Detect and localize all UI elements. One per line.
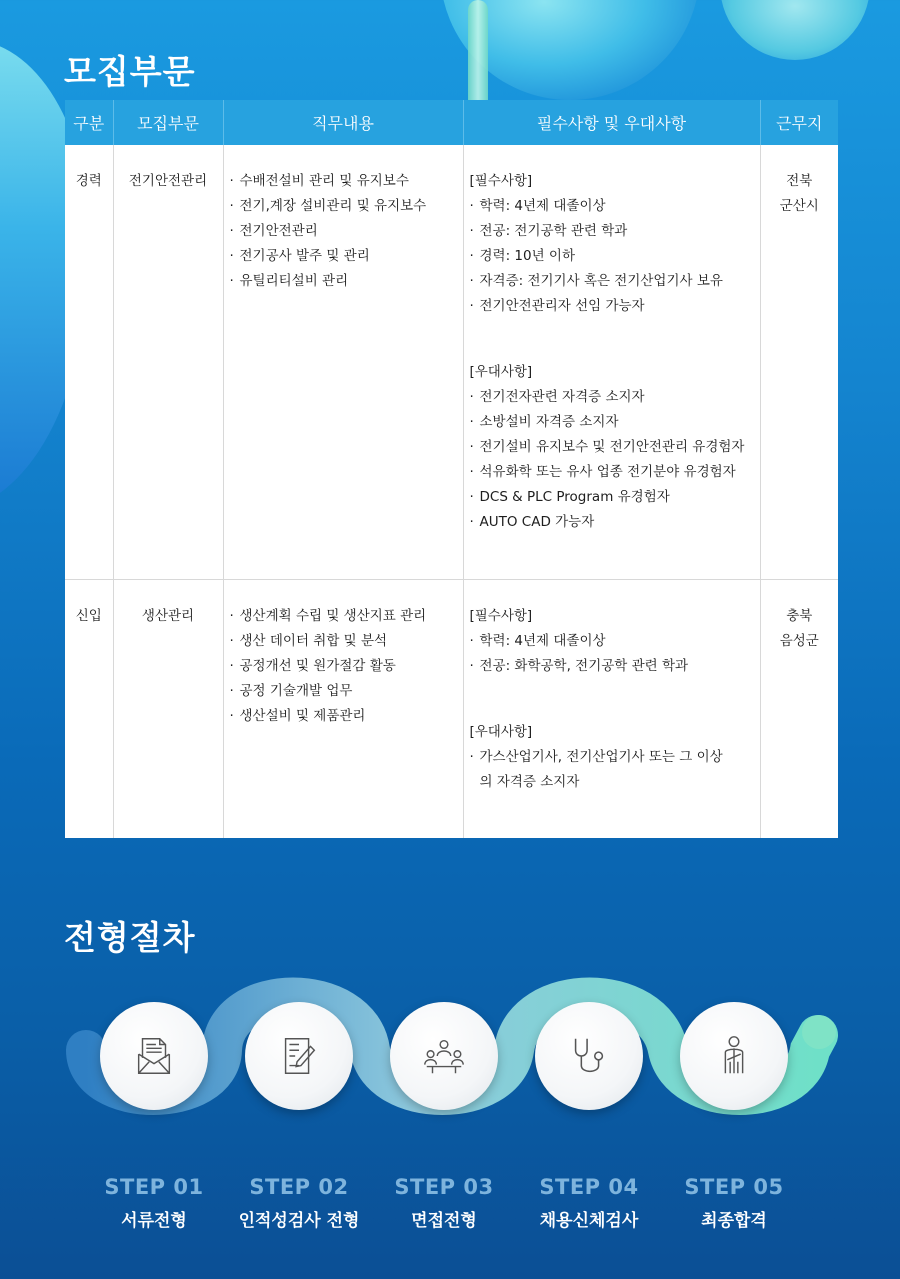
preferred-item: · 전기전자관련 자격증 소지자 [470, 385, 754, 410]
cell-requirements [463, 579, 760, 838]
duty-item: · 공정개선 및 원가절감 활동 [230, 654, 457, 679]
header-category: 구분 [65, 100, 113, 145]
step-4-label: STEP 04 [539, 1175, 639, 1199]
requirement-item: · 전공: 화학공학, 전기공학 관련 학과 [470, 654, 754, 679]
step-2-label: STEP 02 [249, 1175, 349, 1199]
meeting-people-icon [421, 1033, 467, 1079]
table-header-row [65, 100, 838, 145]
table-row [65, 145, 838, 579]
preferred-title: [우대사항] [469, 364, 533, 380]
step-4-name: 채용신체검사 [539, 1211, 639, 1231]
header-department: 모집부문 [113, 100, 223, 145]
duty-item: · 수배전설비 관리 및 유지보수 [230, 169, 457, 194]
preferred-item: · 석유화학 또는 유사 업종 전기분야 유경험자 [470, 460, 754, 485]
requirement-item: · 학력: 4년제 대졸이상 [470, 194, 754, 219]
cell-duties [223, 145, 463, 579]
clipboard-pen-icon [276, 1033, 322, 1079]
table-row [65, 579, 838, 838]
cell-category: 신입 [75, 607, 102, 624]
preferred-item: · DCS & PLC Program 유경험자 [470, 485, 754, 510]
cell-requirements [463, 145, 760, 579]
header-requirements: 필수사항 및 우대사항 [463, 100, 760, 145]
process-end-dot [802, 1015, 836, 1049]
duty-item: · 생산 데이터 취합 및 분석 [230, 629, 457, 654]
step-5-label: STEP 05 [684, 1175, 784, 1199]
required-title: [필수사항] [469, 173, 533, 189]
requirement-item: · 경력: 10년 이하 [470, 244, 754, 269]
cell-location [760, 145, 838, 579]
step-1-circle [100, 1002, 208, 1110]
process-steps [0, 960, 900, 1279]
duty-item: · 공정 기술개발 업무 [230, 679, 457, 704]
header-location: 근무지 [760, 100, 838, 145]
duty-item: · 생산계획 수립 및 생산지표 관리 [230, 604, 457, 629]
step-2-circle [245, 1002, 353, 1110]
person-icon [711, 1033, 757, 1079]
preferred-item: · 전기설비 유지보수 및 전기안전관리 유경험자 [470, 435, 754, 460]
duty-item: · 전기공사 발주 및 관리 [230, 244, 457, 269]
stethoscope-icon [566, 1033, 612, 1079]
cell-department: 전기안전관리 [113, 145, 223, 579]
duty-item: · 생산설비 및 제품관리 [230, 704, 457, 729]
step-5-circle [680, 1002, 788, 1110]
process-section-title: 전형절차 [64, 918, 196, 957]
recruitment-table [65, 100, 838, 838]
step-3-name: 면접전형 [411, 1211, 477, 1231]
required-title: [필수사항] [469, 607, 533, 624]
step-2-name: 인적성검사 전형 [238, 1211, 360, 1231]
location-province: 전북 [786, 173, 813, 189]
step-3-circle [390, 1002, 498, 1110]
duty-item: · 유틸리티설비 관리 [230, 269, 457, 294]
duty-item: · 전기,계장 설비관리 및 유지보수 [230, 194, 457, 219]
envelope-document-icon [131, 1033, 177, 1079]
cell-location [760, 579, 838, 838]
header-duties: 직무내용 [223, 100, 463, 145]
preferred-item: · 가스산업기사, 전기산업기사 또는 그 이상의 자격증 소지자 [470, 745, 735, 795]
requirement-item: · 전기안전관리자 선임 가능자 [470, 294, 754, 319]
step-5-name: 최종합격 [701, 1211, 767, 1231]
cell-duties [223, 579, 463, 838]
recruitment-section-title: 모집부문 [64, 52, 196, 91]
step-4-circle [535, 1002, 643, 1110]
preferred-item: · AUTO CAD 가능자 [470, 510, 754, 535]
step-1-name: 서류전형 [121, 1211, 187, 1231]
cell-department: 생산관리 [113, 579, 223, 838]
duty-item: · 전기안전관리 [230, 219, 457, 244]
requirement-item: · 전공: 전기공학 관련 학과 [470, 219, 754, 244]
location-province: 충북 [786, 607, 813, 624]
step-3-label: STEP 03 [394, 1175, 494, 1199]
requirement-item: · 학력: 4년제 대졸이상 [470, 629, 754, 654]
background-top-decoration-2 [720, 0, 870, 60]
preferred-title: [우대사항] [469, 723, 533, 740]
location-city: 음성군 [779, 632, 819, 649]
location-city: 군산시 [779, 198, 819, 214]
requirement-item: · 자격증: 전기기사 혹은 전기산업기사 보유 [470, 269, 754, 294]
preferred-item: · 소방설비 자격증 소지자 [470, 410, 754, 435]
cell-category: 경력 [65, 145, 113, 579]
step-1-label: STEP 01 [104, 1175, 204, 1199]
